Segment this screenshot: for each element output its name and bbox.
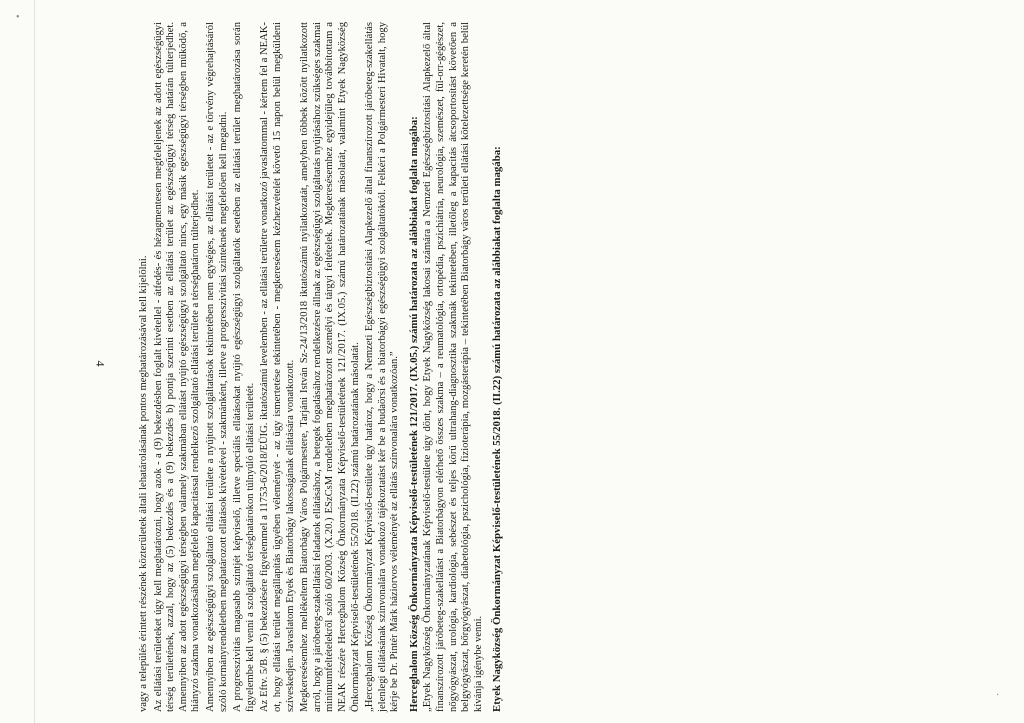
rotated-document [138,0,883,723]
scan-mark: · [996,690,1000,701]
paragraph: „Etyek Nagyközség Önkormányzatának Képviselő-testülete úgy dönt, hogy Etyek Nagyközség lakosai számára a Nemzeti Egészségbiztosítási Alapkezelő által finanszírozott járóbeteg-szakellátást a Biatorbágyon elérhető összes szakma – a reumatológia, ortopédia, pszichiátria, neurológia, szemészet, fül-orr-gégészet, nőgyógyászat, urológia, kardiológia, sebészet és teljes körű ultrahang-diagnosztika szakmák tekintetében, illetőleg a kapacitás átcsoportosítást követően a belgyógyászat, bőrgyógyászat, diabetológia, pszichológia, fizioterápia, mozgásterápia – tekintetében Biatorbágy város területi ellátási kötelezettsége keretén belül kívánja igénybe venni. [422,22,484,712]
paragraph: Az ellátási területeket úgy kell meghatározni, hogy azok - a (9) bekezdésben foglalt kivétellel - átfedés- és hézagmentesen megfeleljenek az adott egészségügyi térség területének, azzal, hogy az (5) bekezdés és a (9) bekezdés b) pontja szerinti esetben az ellátási terület az egészségügyi térség határán túlterjedhet. Amennyiben az adott egészségügyi térségben valamely szakmában ellátást nyújtó egészségügyi szolgáltató nincs, egy másik egészségügyi térségben működő, a hiányzó szakma vonatkozásában megfelelő kapacitással rendelkező szolgáltató ellátási területe a térséghatáron túlterjedhet. [152,22,202,712]
paragraph: Megkeresésemhez mellékeltem Biatorbágy Város Polgármestere, Tarjáni István Sz-24/13/2018 iktatószámú nyilatkozatát, amelyben többek között nyilatkozott arról, hogy a járóbeteg-szakellátási feladatok ellátásához, a betegek fogadásához rendelkezésre állnak az egészségügyi szolgáltatás nyújtásához szükséges szakmai minimumfeltételekről szóló 60/2003. (X.20.) ESzCsM rendeletben meghatározott személyi és tárgyi feltételek. Megkeresésemhez egyidejűleg továbbítottam a NEAK részére Herceghalom Község Önkormányzata Képviselő-testületének 121/2017. (IX.05.) számú határozatának másolatát, valamint Etyek Nagyközség Önkormányzat Képviselő-testületének 55/2018. (II.22) számú határozatának másolatát. [299,22,361,712]
page-number: 4 [93,360,108,367]
paragraph: Az Eftv. 5/B. § (5) bekezdésére figyelemmel a 11753-6/2018/EÜIG. iktatószámú levelemben - az ellátási területre vonatkozó javaslatommal - kértem fel a NEAK-ot, hogy ellátási terület megállapítás ügyében véleményét - az ügy ismertetése tekintetében - megkeresésem kézhezvételét követő 15 napon belül megküldeni szíveskedjen. Javaslatom Etyek és Biatorbágy lakosságának ellátására vonatkozott. [259,22,296,712]
paragraph: Amennyiben az egészségügyi szolgáltató ellátási területe a nyújtott szolgáltatások tekintetében nem egységes, az ellátási területet - az e törvény végrehajtásáról szóló kormányrendeletben meghatározott ellátások kivételével - szakmánként, illetve a progresszivitási szinteknek megfelelően kell megadni. [204,22,229,712]
document-body [138,22,938,712]
paragraph: A progresszivitás magasabb szintjét képviselő, illetve speciális ellátásokat nyújtó egészségügyi szolgáltatók esetében az ellátási terület meghatározása során figyelembe kell venni a szolgáltató térséghatárokon túlnyúló ellátási területét. [232,22,256,712]
section-heading: Herceghalom Község Önkormányzata Képviselő-testületének 121/2017. (IX.05.) számú határozata az alábbiakat foglalta magába: [407,116,420,712]
paragraph: vagy a település érintett részének közterületek általi lehatárolásának pontos meghatározásával kell kijelölni. [138,255,149,712]
paragraph: „Herceghalom Község Önkormányzat Képviselő-testülete úgy határoz, hogy a Nemzeti Egészségbiztosítási Alapkezelő által finanszírozott járóbeteg-szakellátás jelenlegi ellátásának szinvonalára vonatkozó tájékoztatást kér be a budaörsi és a biatorbágyi egészségügyi szolgáltatóktól. Felkéri a Polgármesteri Hivatalt, hogy kérje be Dr. Pintér Márk háziorvos véleményét az ellátás színvonalára vonatkozóan.” [364,22,401,712]
scan-mark: • [16,12,20,23]
scan-edge-line [34,0,35,723]
section-heading: Etyek Nagyközség Önkormányzat Képviselő-testületének 55/2018. (II.22) számú határozata az alábbiakat foglalta magába: [491,146,504,712]
